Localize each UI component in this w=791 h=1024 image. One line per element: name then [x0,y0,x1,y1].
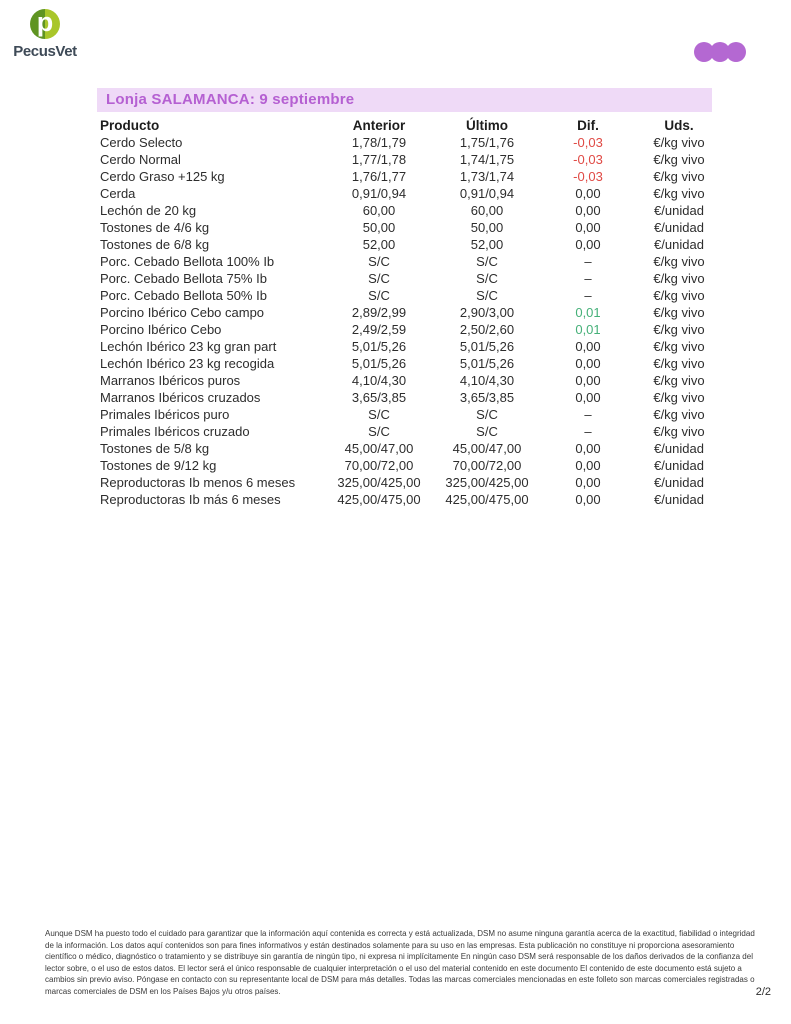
cell-producto: Lechón Ibérico 23 kg gran part [100,339,277,354]
cell-producto: Lechón Ibérico 23 kg recogida [100,356,275,371]
cell-producto: Tostones de 6/8 kg [100,237,210,252]
cell-uds: €/kg vivo [653,322,705,337]
cell-producto: Cerdo Graso +125 kg [100,169,225,184]
col-header-anterior: Anterior [352,117,406,133]
cell-producto: Porc. Cebado Bellota 50% Ib [100,288,267,303]
cell-ultimo: S/C [476,288,498,303]
cell-uds: €/unidad [654,237,704,252]
report-title-bar [97,88,712,112]
cell-ultimo: S/C [476,271,498,286]
cell-dif: 0,00 [575,186,601,201]
cell-anterior: 70,00/72,00 [344,458,414,473]
brand-dots-decoration [694,42,746,62]
cell-producto: Porc. Cebado Bellota 100% Ib [100,254,275,269]
cell-anterior: 1,77/1,78 [351,152,407,167]
cell-ultimo: 70,00/72,00 [452,458,522,473]
table-row [100,134,723,151]
report-title: Lonja SALAMANCA: 9 septiembre [106,91,355,108]
cell-producto: Porcino Ibérico Cebo campo [100,305,265,320]
cell-dif: – [584,424,592,439]
cell-producto: Marranos Ibéricos puros [100,373,241,388]
table-row [100,270,723,287]
cell-uds: €/kg vivo [653,424,705,439]
table-row [100,491,723,508]
cell-ultimo: S/C [476,407,498,422]
cell-dif: – [584,254,592,269]
table-header-row [100,116,723,134]
cell-uds: €/unidad [654,492,704,507]
table-row [100,474,723,491]
cell-producto: Tostones de 9/12 kg [100,458,217,473]
cell-producto: Reproductoras Ib menos 6 meses [100,475,296,490]
cell-dif: 0,00 [575,390,601,405]
cell-uds: €/kg vivo [653,407,705,422]
cell-ultimo: 2,90/3,00 [459,305,515,320]
cell-ultimo: 50,00 [470,220,504,235]
table-row [100,304,723,321]
cell-producto: Porc. Cebado Bellota 75% Ib [100,271,267,286]
cell-ultimo: 1,75/1,76 [459,135,515,150]
cell-uds: €/unidad [654,441,704,456]
cell-ultimo: 52,00 [470,237,504,252]
table-row [100,151,723,168]
cell-dif: 0,00 [575,339,601,354]
cell-dif: – [584,271,592,286]
cell-uds: €/kg vivo [653,135,705,150]
pecusvet-logo [8,9,82,60]
cell-uds: €/kg vivo [653,390,705,405]
page-indicator: 2/2 [755,986,771,998]
table-row [100,185,723,202]
brand-name: PecusVet [13,43,77,60]
table-row [100,219,723,236]
cell-producto: Porcino Ibérico Cebo [100,322,222,337]
cell-anterior: 1,78/1,79 [351,135,407,150]
table-row [100,457,723,474]
table-row [100,372,723,389]
table-row [100,406,723,423]
cell-ultimo: 0,91/0,94 [459,186,515,201]
cell-anterior: 0,91/0,94 [351,186,407,201]
cell-anterior: S/C [368,407,390,422]
cell-dif: 0,00 [575,356,601,371]
cell-producto: Cerdo Normal [100,152,181,167]
cell-dif: -0,03 [573,135,603,150]
cell-uds: €/kg vivo [653,339,705,354]
cell-dif: 0,00 [575,458,601,473]
table-row [100,236,723,253]
dot-icon [726,42,746,62]
col-header-producto: Producto [100,117,160,133]
cell-anterior: 325,00/425,00 [337,475,421,490]
table-row [100,389,723,406]
table-row [100,338,723,355]
cell-dif: 0,00 [575,373,601,388]
cell-uds: €/kg vivo [653,356,705,371]
cell-uds: €/unidad [654,203,704,218]
cell-dif: 0,00 [575,492,601,507]
cell-producto: Marranos Ibéricos cruzados [100,390,261,405]
cell-dif: 0,00 [575,441,601,456]
cell-dif: 0,00 [575,220,601,235]
cell-anterior: 3,65/3,85 [351,390,407,405]
cell-dif: – [584,407,592,422]
table-row [100,202,723,219]
cell-dif: 0,00 [575,203,601,218]
cell-anterior: 60,00 [362,203,396,218]
cell-uds: €/kg vivo [653,186,705,201]
cell-producto: Cerdo Selecto [100,135,183,150]
cell-uds: €/unidad [654,458,704,473]
col-header-ultimo: Último [466,117,508,133]
cell-producto: Primales Ibéricos cruzado [100,424,250,439]
cell-uds: €/kg vivo [653,254,705,269]
pecusvet-logo-icon [30,9,60,39]
cell-dif: 0,01 [575,305,601,320]
cell-dif: 0,00 [575,237,601,252]
cell-ultimo: 425,00/475,00 [445,492,529,507]
cell-ultimo: 45,00/47,00 [452,441,522,456]
cell-ultimo: 60,00 [470,203,504,218]
cell-anterior: 50,00 [362,220,396,235]
cell-producto: Tostones de 4/6 kg [100,220,210,235]
cell-ultimo: 5,01/5,26 [459,356,515,371]
col-header-uds: Uds. [664,117,694,133]
cell-uds: €/kg vivo [653,373,705,388]
cell-ultimo: 5,01/5,26 [459,339,515,354]
table-row [100,355,723,372]
cell-ultimo: 1,73/1,74 [459,169,515,184]
cell-anterior: 45,00/47,00 [344,441,414,456]
cell-ultimo: 325,00/425,00 [445,475,529,490]
cell-producto: Primales Ibéricos puro [100,407,230,422]
cell-anterior: S/C [368,271,390,286]
cell-producto: Cerda [100,186,136,201]
cell-uds: €/kg vivo [653,271,705,286]
logo-letter: p [36,9,54,37]
cell-dif: – [584,288,592,303]
cell-anterior: 5,01/5,26 [351,356,407,371]
cell-anterior: 5,01/5,26 [351,339,407,354]
table-row [100,423,723,440]
table-row [100,168,723,185]
cell-dif: -0,03 [573,152,603,167]
cell-uds: €/kg vivo [653,169,705,184]
cell-anterior: 52,00 [362,237,396,252]
cell-uds: €/kg vivo [653,288,705,303]
cell-anterior: S/C [368,424,390,439]
col-header-dif: Dif. [577,117,599,133]
disclaimer-text: Aunque DSM ha puesto todo el cuidado para garantizar que la información aquí contenida es correcta y está actualizada, DSM no asume ninguna garantía acerca de la exactitud, fiabilidad o integridad de la información. Los datos aquí contenidos son para fines informativos y están destinados solamente para su uso en las empresas. Esta publicación no constituye ni proporciona asesoramiento científico o médico, diagnóstico o tratamiento y se distribuye sin garantía de ningún tipo, ni expresa ni implícitamente En ningún caso DSM será responsable de los daños derivados de la confianza del lector sobre, o el uso de estos datos. El lector será el único responsable de cualquier interpretación o el uso del material contenido en este documento El contenido de este documento está sujeto a cambios sin previo aviso. Póngase en contacto con su representante local de DSM para más detalles. Todas las marcas comerciales mencionadas en este folleto son marcas comerciales registradas o marcas comerciales de DSM en los Países Bajos y/u otros países. [45,929,755,996]
table-row [100,321,723,338]
price-table [100,116,723,508]
cell-anterior: 2,49/2,59 [351,322,407,337]
cell-uds: €/unidad [654,220,704,235]
cell-ultimo: 3,65/3,85 [459,390,515,405]
cell-producto: Tostones de 5/8 kg [100,441,210,456]
cell-anterior: 2,89/2,99 [351,305,407,320]
cell-uds: €/unidad [654,475,704,490]
cell-uds: €/kg vivo [653,305,705,320]
cell-dif: -0,03 [573,169,603,184]
cell-uds: €/kg vivo [653,152,705,167]
cell-dif: 0,00 [575,475,601,490]
cell-anterior: S/C [368,254,390,269]
cell-producto: Lechón de 20 kg [100,203,197,218]
cell-anterior: 425,00/475,00 [337,492,421,507]
cell-ultimo: S/C [476,424,498,439]
cell-ultimo: 4,10/4,30 [459,373,515,388]
cell-anterior: 1,76/1,77 [351,169,407,184]
cell-ultimo: 1,74/1,75 [459,152,515,167]
cell-ultimo: 2,50/2,60 [459,322,515,337]
cell-anterior: S/C [368,288,390,303]
table-row [100,253,723,270]
cell-ultimo: S/C [476,254,498,269]
table-row [100,440,723,457]
table-row [100,287,723,304]
cell-producto: Reproductoras Ib más 6 meses [100,492,281,507]
cell-dif: 0,01 [575,322,601,337]
cell-anterior: 4,10/4,30 [351,373,407,388]
